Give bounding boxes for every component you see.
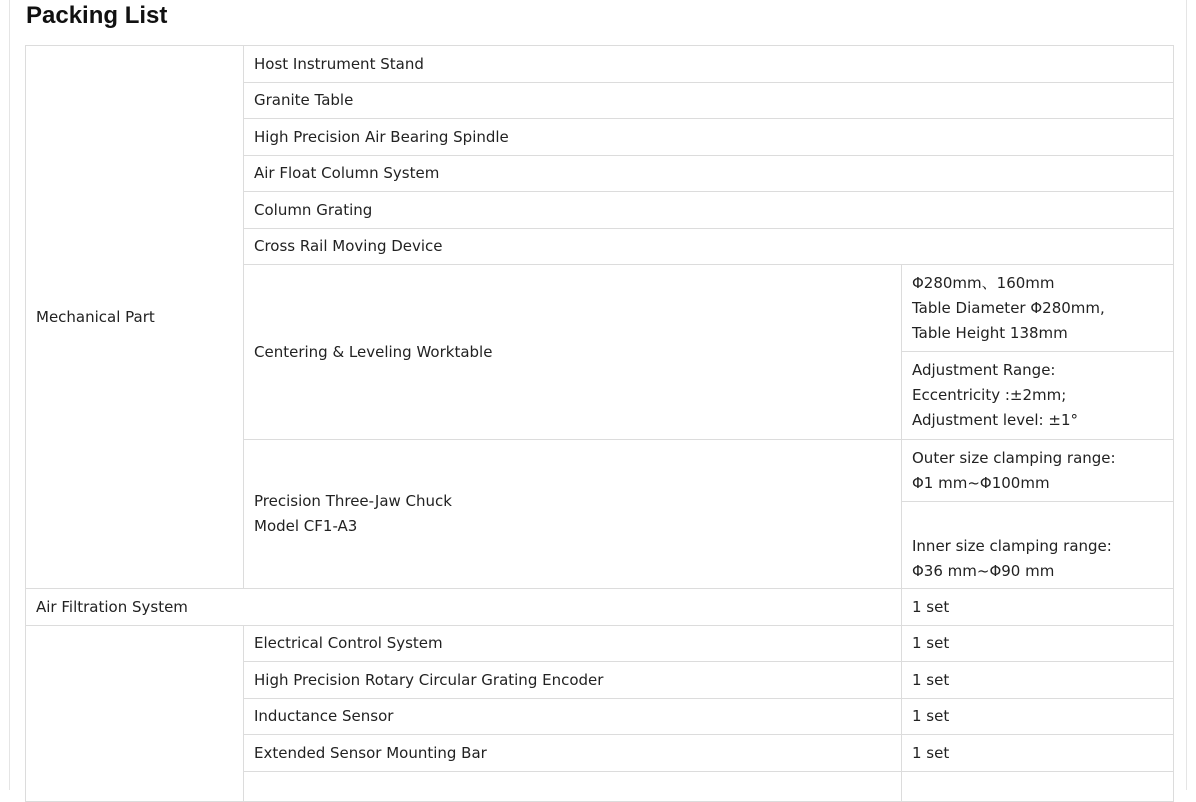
item-cell: High Precision Rotary Circular Grating Encoder <box>244 662 902 699</box>
spec-line: Φ36 mm~Φ90 mm <box>912 562 1055 580</box>
item-cell: High Precision Air Bearing Spindle <box>244 119 1174 156</box>
spec-line: Outer size clamping range: <box>912 448 1116 467</box>
spec-line: Table Diameter Φ280mm, <box>912 298 1105 317</box>
spec-line: Eccentricity :±2mm; <box>912 386 1067 404</box>
item-cell <box>244 772 902 802</box>
spec-line: Adjustment level: ±1° <box>912 411 1078 429</box>
item-cell: Cross Rail Moving Device <box>244 229 1174 265</box>
qty-cell: 1 set <box>902 699 1174 735</box>
item-cell: Electrical Control System <box>244 626 902 662</box>
page-title: Packing List <box>26 2 168 29</box>
spec-line: Inner size clamping range: <box>912 537 1112 555</box>
group-label-electrical <box>26 626 244 802</box>
qty-cell: 1 set <box>902 626 1174 662</box>
spec-line: Adjustment Range: <box>912 361 1056 379</box>
qty-cell: 1 set <box>902 662 1174 699</box>
spec-line: Table Height 138mm <box>912 323 1068 342</box>
spec-cell <box>902 352 1174 440</box>
item-cell-chuck <box>244 440 902 589</box>
item-cell: Air Float Column System <box>244 156 1174 192</box>
item-cell: Column Grating <box>244 192 1174 229</box>
chuck-label-line: Precision Three-Jaw Chuck <box>254 492 452 510</box>
spec-cell <box>902 265 1174 352</box>
table-row <box>26 589 1174 626</box>
qty-cell <box>902 772 1174 802</box>
item-cell: Extended Sensor Mounting Bar <box>244 735 902 772</box>
packing-list-table <box>25 45 1174 802</box>
item-cell: Host Instrument Stand <box>244 46 1174 83</box>
spec-cell <box>902 502 1174 589</box>
chuck-label-line: Model CF1-A3 <box>254 517 358 535</box>
spec-line: Φ1 mm~Φ100mm <box>912 473 1050 492</box>
spec-cell <box>902 440 1174 502</box>
item-cell-worktable: Centering & Leveling Worktable <box>244 265 902 440</box>
table-row <box>26 46 1174 83</box>
group-label-mechanical: Mechanical Part <box>26 46 244 589</box>
item-cell: Granite Table <box>244 83 1174 119</box>
item-cell: Inductance Sensor <box>244 699 902 735</box>
table-row <box>26 626 1174 662</box>
qty-cell: 1 set <box>902 735 1174 772</box>
item-cell: Air Filtration System <box>26 589 902 626</box>
qty-cell: 1 set <box>902 589 1174 626</box>
spec-line: Φ280mm、160mm <box>912 273 1055 292</box>
